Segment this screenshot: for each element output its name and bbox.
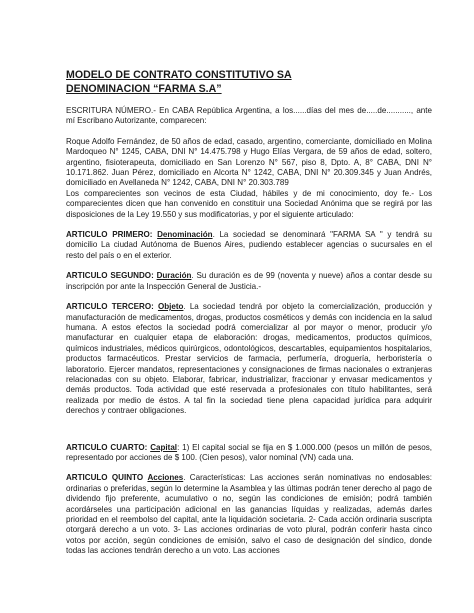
article-4-heading: Capital — [150, 442, 178, 452]
article-1 — [66, 230, 432, 261]
comparecientes-paragraph: Roque Adolfo Fernández, de 50 años de edad, casado, argentino, comerciante, domiciliado en Molina Mardoqueo N° 1245, CABA, DNI N° 14.475.798 y Hugo Elías Vergara, de 59 años de edad, soltero, argentino, fisioterapeuta, domiciliado en San Lorenzo N° 567, piso 8, Dpto. A, 8° CABA, DNI N° 10.171.862. Juan Pérez, domiciliado en Alcorta N° 1242, CABA, DNI N° 20.309.345 y Juan Andrés, domiciliado en Avellaneda N° 1242, CABA, DNI N° 20.303.789 — [66, 136, 432, 188]
document-title-line-1: MODELO DE CONTRATO CONSTITUTIVO SA — [66, 69, 292, 81]
article-5 — [66, 473, 432, 556]
article-2-label: ARTICULO SEGUNDO: — [66, 271, 154, 281]
article-3-text: . La sociedad tendrá por objeto la comercialización, producción y manufacturación de medicamentos, drogas, productos cosméticos y demás con incidencia en la salud humana. A estos efectos la sociedad podrá comercializar al por mayor o menor, producir y/o manufacturar en cualquier etapa de elaboración: drogas, medicamentos, productos químicos, químicos industriales, médicos quirúrgicos, odontológicos, descartables, equipamientos hospitalarios, productos farmacéuticos. Prestar servicios de farmacia, perfumería, droguería, herboristería o laboratorio. Ejercer mandatos, representaciones y consignaciones de firmas nacionales o extranjeras relacionadas con su objeto. Elaborar, fabricar, industrializar, fraccionar y envasar medicamentos y demás productos. Toda actividad que esté reservada a profesionales con título habilitantes, será realizada por medio de éstos. A tal fin la sociedad tiene plena capacidad jurídica para adquirir derechos y contraer obligaciones. — [66, 302, 432, 416]
article-3 — [66, 302, 432, 416]
article-2-text: . Su duración es de 99 (noventa y nueve) años a contar desde su inscripción por ante la Inspección General de Justicia.- — [66, 271, 432, 291]
article-4-text: : 1) El capital social se fija en $ 1.000.000 (pesos un millón de pesos, representado por acciones de $ 100. (Cien pesos), valor nominal (VN) cada una. — [66, 442, 432, 462]
article-3-heading: Objeto — [157, 302, 184, 312]
article-5-heading: Acciones — [147, 473, 184, 483]
article-2-heading: Duración — [156, 271, 192, 281]
document-title-line-2: DENOMINACION “FARMA S.A” — [66, 83, 222, 95]
article-4-label: ARTICULO CUARTO: — [66, 442, 148, 452]
article-5-label: ARTICULO QUINTO — [66, 473, 144, 483]
article-1-label: ARTICULO PRIMERO: — [66, 230, 153, 240]
article-3-label: ARTICULO TERCERO: — [66, 302, 154, 312]
declaracion-paragraph: Los comparecientes son vecinos de esta Ciudad, hábiles y de mi conocimiento, doy fe.- Los comparecientes dicen que han convenido en constituir una Sociedad Anónima que se regirá por las disposiciones de la Ley 19.550 y sus modificatorias, y por el siguiente articulado: — [66, 188, 432, 219]
article-4 — [66, 443, 432, 464]
article-5-text: . Características: Las acciones serán nominativas no endosables: ordinarias o preferidas, según lo determine la Asamblea y las últimas podrán tener derecho al pago de dividendo fijo preferente, acumulativo o no, según las condiciones de emisión; podrá también acordárseles una participación adicional en las ganancias líquidas y realizadas, además darles prioridad en el reembolso del capital, ante la liquidación societaria. 2- Cada acción ordinaria suscripta otorgará derecho a un voto. 3- Las acciones ordinarias de voto plural, podrán conferir hasta cinco votos por acción, según condiciones de emisión, salvo el caso de designación del síndico, donde todas las acciones tendrán derecho a un voto. Las acciones — [66, 473, 432, 556]
article-2 — [66, 271, 432, 292]
intro-paragraph: ESCRITURA NÚMERO.- En CABA República Argentina, a los......días del mes de.....de..........., ante mí Escribano Autorizante, comparecen: — [66, 106, 432, 126]
article-1-heading: Denominación — [157, 230, 213, 240]
article-1-text: . La sociedad se denominará "FARMA SA " y tendrá su domicilio La ciudad Autónoma de Buenos Aires, pudiendo establecer agencias o sucursales en el resto del país o en el exterior. — [66, 230, 432, 260]
